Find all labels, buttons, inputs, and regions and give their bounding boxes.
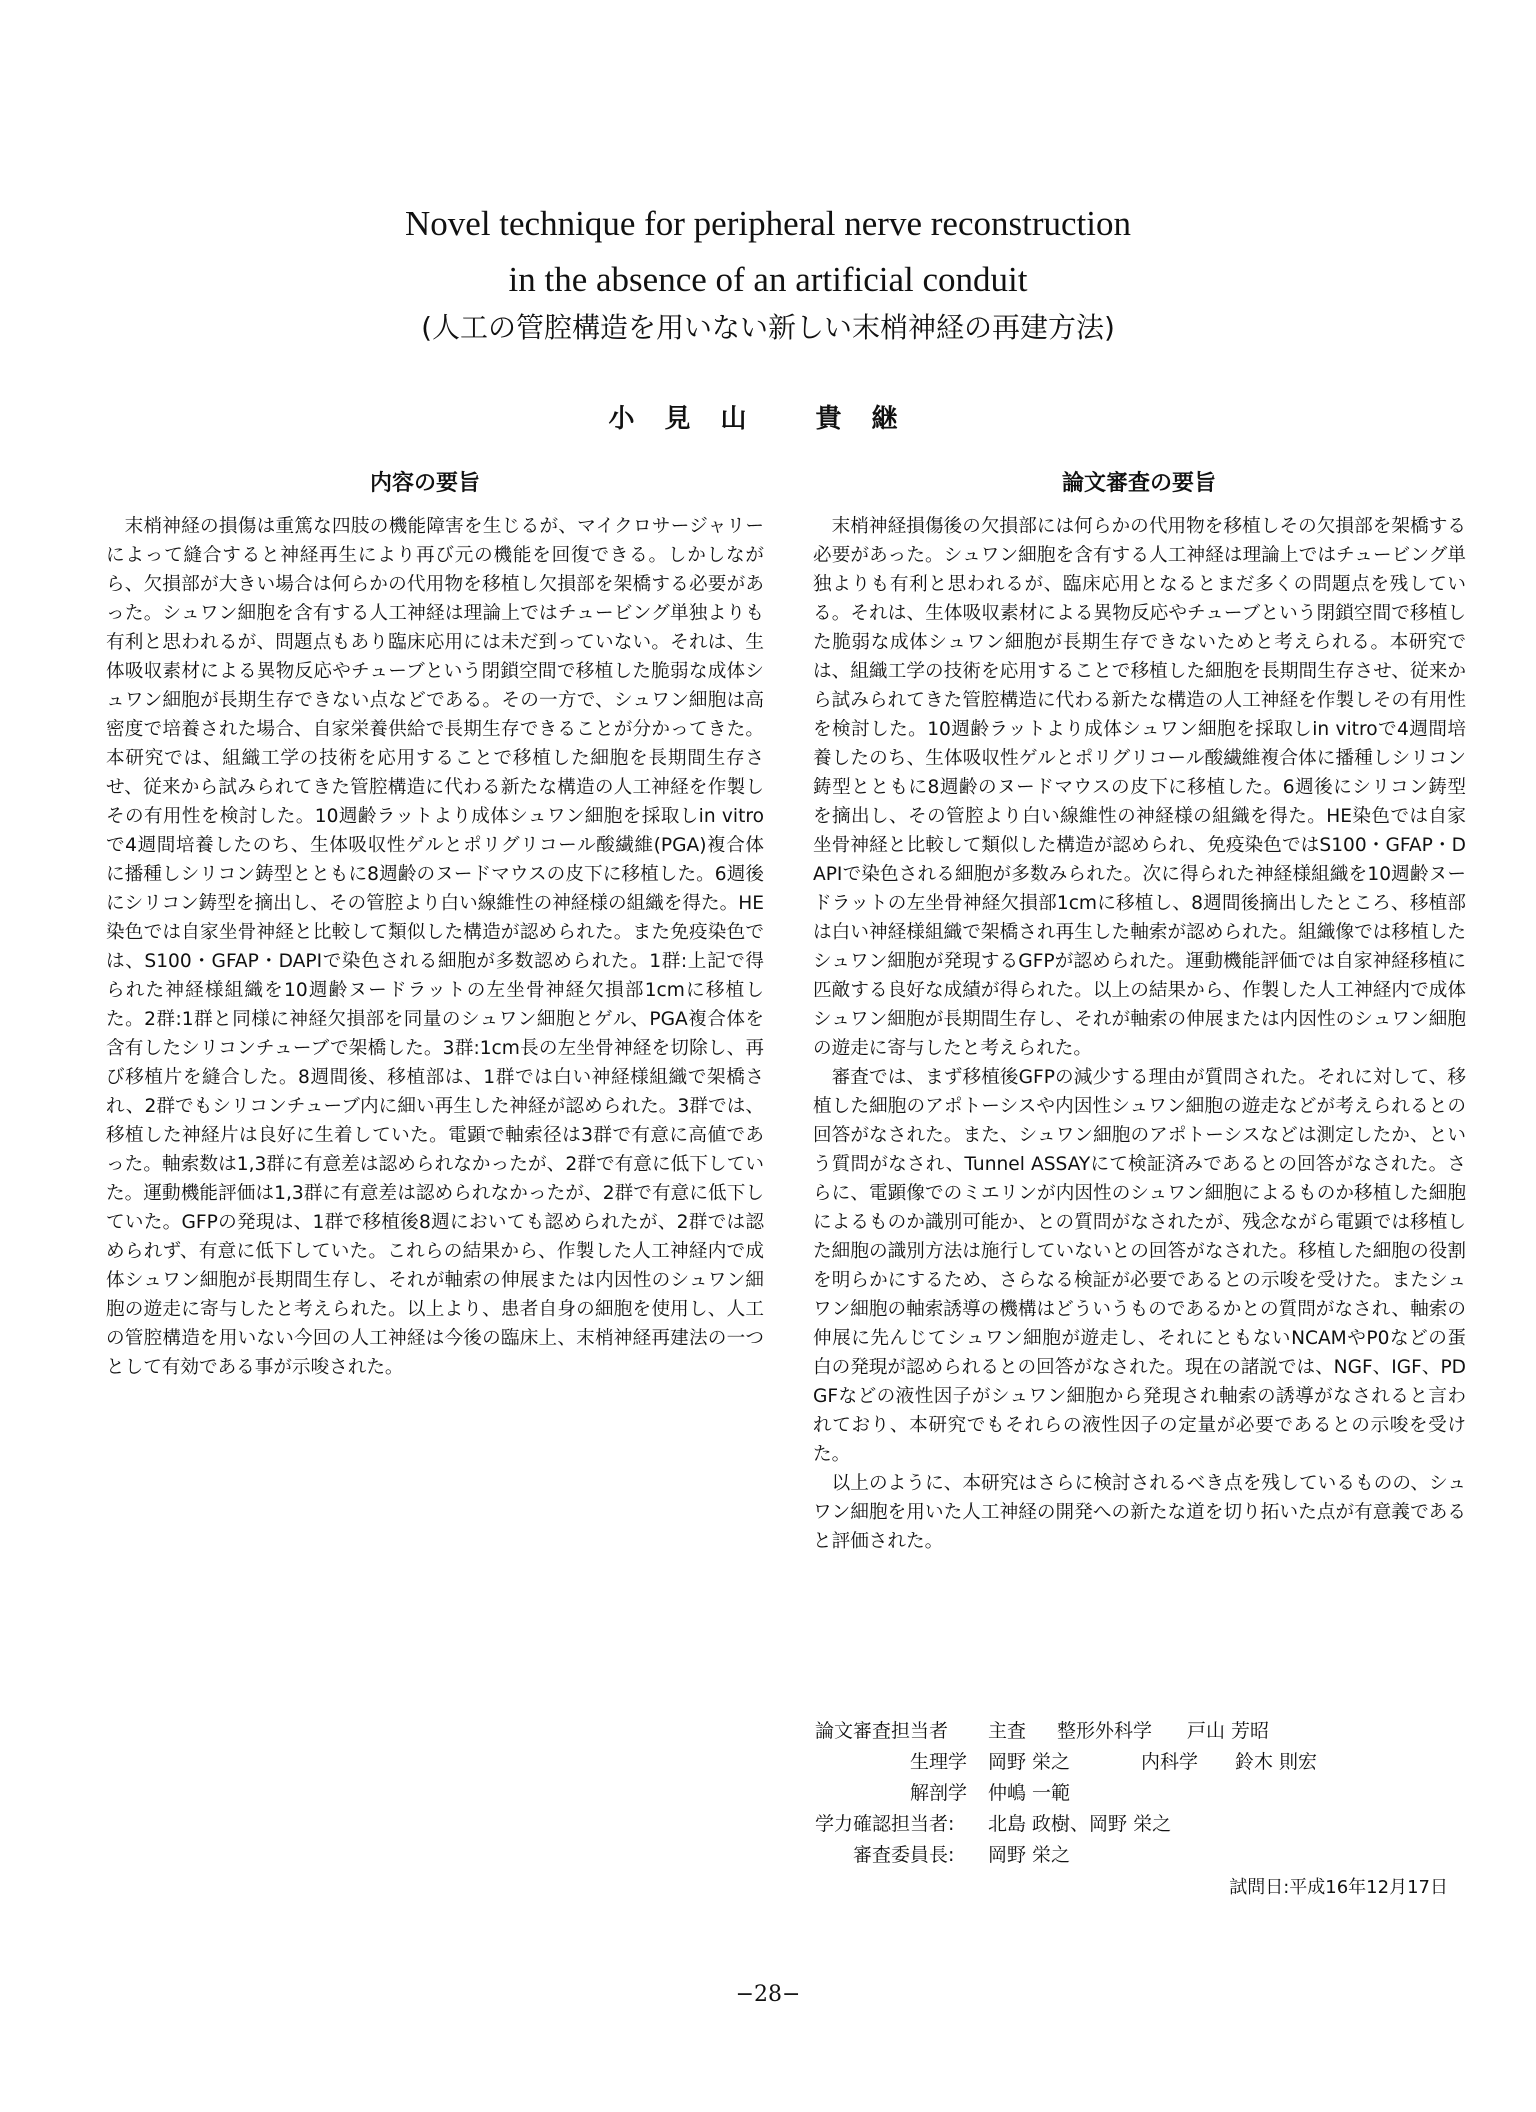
committee-chair-name: 岡野 栄之 <box>988 1844 1071 1866</box>
committee-row-members-1 <box>815 1747 1455 1778</box>
committee-member-2-dept: 内科学 <box>1141 1751 1199 1773</box>
review-body <box>813 512 1466 1556</box>
committee-confirm-label: 学力確認担当者: <box>815 1813 955 1835</box>
summary-paragraph: 末梢神経の損傷は重篤な四肢の機能障害を生じるが、マイクロサージャリーによって縫合すると神経再生により再び元の機能を回復できる。しかしながら、欠損部が大きい場合は何らかの代用物を移植し欠損部を架橋する必要があった。シュワン細胞を含有する人工神経は理論上ではチュービング単独よりも有利と思われるが、問題点もあり臨床応用には未だ到っていない。それは、生体吸収素材による異物反応やチューブという閉鎖空間で移植した脆弱な成体シュワン細胞が長期生存できない点などである。その一方で、シュワン細胞は高密度で培養された場合、自家栄養供給で長期生存できることが分かってきた。本研究では、組織工学の技術を応用することで移植した細胞を長期間生存させ、従来から試みられてきた管腔構造に代わる新たな構造の人工神経を作製しその有用性を検討した。10週齢ラットより成体シュワン細胞を採取しin vitroで4週間培養したのち、生体吸収性ゲルとポリグリコール酸繊維(PGA)複合体に播種しシリコン鋳型とともに8週齢のヌードマウスの皮下に移植した。6週後にシリコン鋳型を摘出し、その管腔より白い線維性の神経様の組織を得た。HE染色では自家坐骨神経と比較して類似した構造が認められた。また免疫染色では、S100・GFAP・DAPIで染色される細胞が多数認められた。1群:上記で得られた神経様組織を10週齢ヌードラットの左坐骨神経欠損部1cmに移植した。2群:1群と同様に神経欠損部を同量のシュワン細胞とゲル、PGA複合体を含有したシリコンチューブで架橋した。3群:1cm長の左坐骨神経を切除し、再び移植片を縫合した。8週間後、移植部は、1群では白い神経様組織で架橋され、2群でもシリコンチューブ内に細い再生した神経が認められた。3群では、移植した神経片は良好に生着していた。電顕で軸索径は3群で有意に高値であった。軸索数は1,3群に有意差は認められなかったが、2群で有意に低下していた。運動機能評価は1,3群に有意差は認められなかったが、2群で有意に低下していた。GFPの発現は、1群で移植後8週においても認められたが、2群では認められず、有意に低下していた。これらの結果から、作製した人工神経内で成体シュワン細胞が長期間生存し、それが軸索の伸展または内因性のシュワン細胞の遊走に寄与したと考えられた。以上より、患者自身の細胞を使用し、人工の管腔構造を用いない今回の人工神経は今後の臨床上、末梢神経再建法の一つとして有効である事が示唆された。 <box>106 516 764 1378</box>
committee-row-chief <box>815 1716 1455 1747</box>
summary-body <box>106 512 764 1382</box>
committee-member-1-dept: 生理学 <box>910 1751 968 1773</box>
committee-chief-role: 主査 <box>988 1720 1027 1742</box>
page-number: −28− <box>735 1982 801 2007</box>
committee-member-3-dept: 解剖学 <box>910 1782 968 1804</box>
committee-chief-dept: 整形外科学 <box>1057 1720 1153 1742</box>
committee-chair-label: 審査委員長: <box>853 1844 955 1866</box>
committee-chief-label: 論文審査担当者 <box>815 1720 949 1742</box>
summary-heading: 内容の要旨 <box>370 471 481 496</box>
exam-date: 試問日:平成16年12月17日 <box>1229 1877 1448 1898</box>
committee-row-confirm <box>815 1809 1455 1840</box>
committee-confirm-names: 北島 政樹、岡野 栄之 <box>988 1813 1172 1835</box>
committee-row-members-2 <box>815 1778 1455 1809</box>
committee-row-chair <box>815 1840 1455 1871</box>
committee-member-2-name: 鈴木 則宏 <box>1235 1751 1318 1773</box>
review-paragraph-3: 以上のように、本研究はさらに検討されるべき点を残しているものの、シュワン細胞を用いた人工神経の開発への新たな道を切り拓いた点が有意義であると評価された。 <box>813 1473 1466 1552</box>
committee-chief-name: 戸山 芳昭 <box>1187 1720 1270 1742</box>
review-paragraph-1: 末梢神経損傷後の欠損部には何らかの代用物を移植しその欠損部を架橋する必要があった。シュワン細胞を含有する人工神経は理論上ではチュービング単独よりも有利と思われるが、臨床応用となるとまだ多くの問題点を残している。それは、生体吸収素材による異物反応やチューブという閉鎖空間で移植した脆弱な成体シュワン細胞が長期生存できないためと考えられる。本研究では、組織工学の技術を応用することで移植した細胞を長期間生存させ、従来から試みられてきた管腔構造に代わる新たな構造の人工神経を作製しその有用性を検討した。10週齢ラットより成体シュワン細胞を採取しin vitroで4週間培養したのち、生体吸収性ゲルとポリグリコール酸繊維複合体に播種しシリコン鋳型とともに8週齢のヌードマウスの皮下に移植した。6週後にシリコン鋳型を摘出し、その管腔より白い線維性の神経様の組織を得た。HE染色では自家坐骨神経と比較して類似した構造が認められ、免疫染色ではS100・GFAP・DAPIで染色される細胞が多数みられた。次に得られた神経様組織を10週齢ヌードラットの左坐骨神経欠損部1cmに移植し、8週間後摘出したところ、移植部は白い神経様組織で架橋され再生した軸索が認められた。組織像では移植したシュワン細胞が発現するGFPが認められた。運動機能評価では自家神経移植に匹敵する良好な成績が得られた。以上の結果から、作製した人工神経内で成体シュワン細胞が長期間生存し、それが軸索の伸展または内因性のシュワン細胞の遊走に寄与したと考えられた。 <box>813 516 1466 1059</box>
review-paragraph-2: 審査では、まず移植後GFPの減少する理由が質問された。それに対して、移植した細胞のアポトーシスや内因性シュワン細胞の遊走などが考えられるとの回答がなされた。また、シュワン細胞のアポトーシスなどは測定したか、という質問がなされ、Tunnel ASSAYにて検証済みであるとの回答がなされた。さらに、電顕像でのミエリンが内因性のシュワン細胞によるものか移植した細胞によるものか識別可能か、との質問がなされたが、残念ながら電顕では移植した細胞の識別方法は施行していないとの回答がなされた。移植した細胞の役割を明らかにするため、さらなる検証が必要であるとの示唆を受けた。またシュワン細胞の軸索誘導の機構はどういうものであるかとの質問がなされ、軸索の伸展に先んじてシュワン細胞が遊走し、それにともないNCAMやP0などの蛋白の発現が認められるとの回答がなされた。現在の諸説では、NGF、IGF、PDGFなどの液性因子がシュワン細胞から発現され軸索の誘導がなされると言われており、本研究でもそれらの液性因子の定量が必要であるとの示唆を受けた。 <box>813 1067 1466 1465</box>
review-committee <box>815 1716 1455 1871</box>
review-heading: 論文審査の要旨 <box>1062 471 1217 496</box>
title-english-line-2: in the absence of an artificial conduit <box>508 260 1028 299</box>
committee-member-1-name: 岡野 栄之 <box>988 1751 1071 1773</box>
title-english-line-1: Novel technique for peripheral nerve reconstruction <box>405 204 1131 243</box>
committee-member-3-name: 仲嶋 一範 <box>988 1782 1071 1804</box>
title-japanese: (人工の管腔構造を用いない新しい末梢神経の再建方法) <box>421 311 1115 344</box>
author-name: 小見山 貴継 <box>608 404 928 434</box>
